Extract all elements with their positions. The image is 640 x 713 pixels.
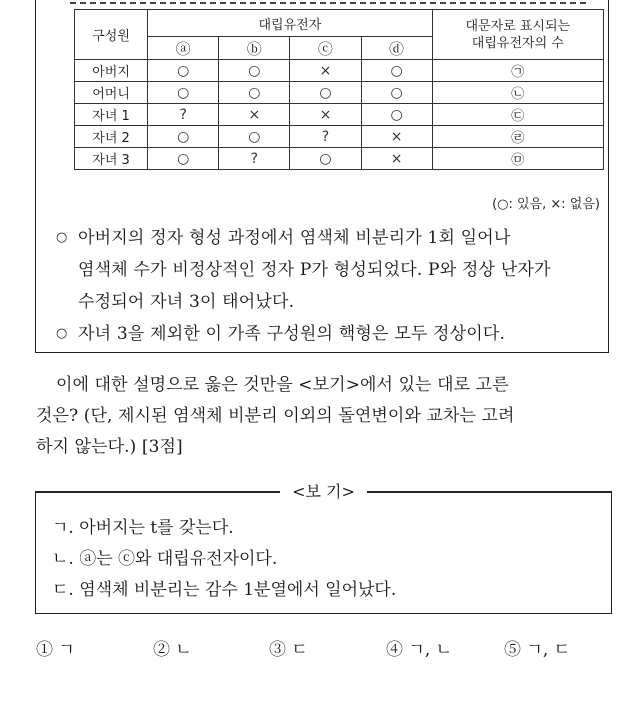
bogi-item: ㄱ. 아버지는 t를 갖는다.: [52, 518, 234, 538]
question-line: 하지 않는다.) [3점]: [36, 437, 183, 457]
cropped-header-line: [70, 0, 590, 6]
table-legend: (○: 있음, ×: 없음): [492, 197, 600, 212]
header-alleles: 대립유전자: [148, 10, 433, 37]
table-cell: ?: [290, 126, 361, 148]
choice-4[interactable]: ④ ㄱ, ㄴ: [386, 640, 453, 660]
choice-2[interactable]: ② ㄴ: [153, 640, 192, 660]
table-cell: ×: [361, 126, 432, 148]
member-name: 자녀 3: [75, 148, 148, 170]
condition-item: [56, 222, 601, 318]
condition-line: 염색체 수가 비정상적인 정자 P가 형성되었다. P와 정상 난자가: [78, 260, 551, 280]
table-cell: ○: [290, 82, 361, 104]
table-cell: ×: [290, 104, 361, 126]
header-count: [432, 10, 603, 60]
condition-item: [56, 318, 601, 350]
bogi-item: ㄷ. 염색체 비분리는 감수 1분열에서 일어났다.: [52, 580, 397, 600]
condition-line: 자녀 3을 제외한 이 가족 구성원의 핵형은 모두 정상이다.: [78, 324, 506, 344]
member-name: 자녀 1: [75, 104, 148, 126]
table-cell: ○: [219, 60, 290, 82]
table-cell: ○: [290, 148, 361, 170]
table-cell: ○: [361, 60, 432, 82]
allele-label-a: ⓐ: [148, 37, 219, 60]
bogi-items: [52, 513, 396, 606]
table-cell: ×: [219, 104, 290, 126]
table-cell: ×: [290, 60, 361, 82]
count-cell: ㉠: [432, 60, 603, 82]
count-cell: ㉣: [432, 126, 603, 148]
allele-table: [74, 9, 604, 170]
bullet-mark: ○: [56, 230, 68, 245]
table-cell: ○: [219, 126, 290, 148]
count-cell: ㉡: [432, 82, 603, 104]
count-cell: ㉢: [432, 104, 603, 126]
condition-line: 수정되어 자녀 3이 태어났다.: [78, 292, 295, 312]
table-cell: ○: [148, 148, 219, 170]
header-count-text: 대문자로 표시되는 대립유전자의 수: [465, 18, 571, 51]
bullet-mark: ○: [56, 326, 68, 341]
header-member: 구성원: [75, 10, 148, 60]
table-cell: ?: [219, 148, 290, 170]
bogi-title: [35, 479, 612, 503]
bogi-item: ㄴ. ⓐ는 ⓒ와 대립유전자이다.: [52, 549, 278, 569]
table-cell: ×: [361, 148, 432, 170]
table-cell: ○: [148, 126, 219, 148]
table-cell: ○: [219, 82, 290, 104]
count-cell: ㉤: [432, 148, 603, 170]
choice-3[interactable]: ③ ㄷ: [269, 640, 308, 660]
bogi-title-label: <보 기>: [290, 479, 357, 502]
answer-choices: [36, 635, 596, 663]
table-cell: ○: [361, 82, 432, 104]
question-text: [36, 370, 612, 463]
table-row: [75, 126, 604, 148]
condition-list: [56, 222, 601, 350]
choice-1[interactable]: ① ㄱ: [36, 640, 75, 660]
allele-label-c: ⓒ: [290, 37, 361, 60]
question-line: 것은? (단, 제시된 염색체 비분리 이외의 돌연변이와 교차는 고려: [36, 406, 515, 426]
member-name: 아버지: [75, 60, 148, 82]
table-row: [75, 104, 604, 126]
bogi-title-rule-left: [35, 491, 280, 493]
table-row: [75, 148, 604, 170]
allele-label-d: ⓓ: [361, 37, 432, 60]
table-row: [75, 60, 604, 82]
question-line: 이에 대한 설명으로 옳은 것만을 <보기>에서 있는 대로 고른: [56, 375, 509, 395]
table-cell: ○: [361, 104, 432, 126]
table-row: [75, 82, 604, 104]
choice-5[interactable]: ⑤ ㄱ, ㄷ: [504, 640, 571, 660]
bogi-title-rule-right: [367, 491, 612, 493]
condition-line: 아버지의 정자 형성 과정에서 염색체 비분리가 1회 일어나: [78, 228, 511, 248]
table-cell: ○: [148, 60, 219, 82]
table-cell: ?: [148, 104, 219, 126]
table-cell: ○: [148, 82, 219, 104]
member-name: 어머니: [75, 82, 148, 104]
allele-label-b: ⓑ: [219, 37, 290, 60]
member-name: 자녀 2: [75, 126, 148, 148]
